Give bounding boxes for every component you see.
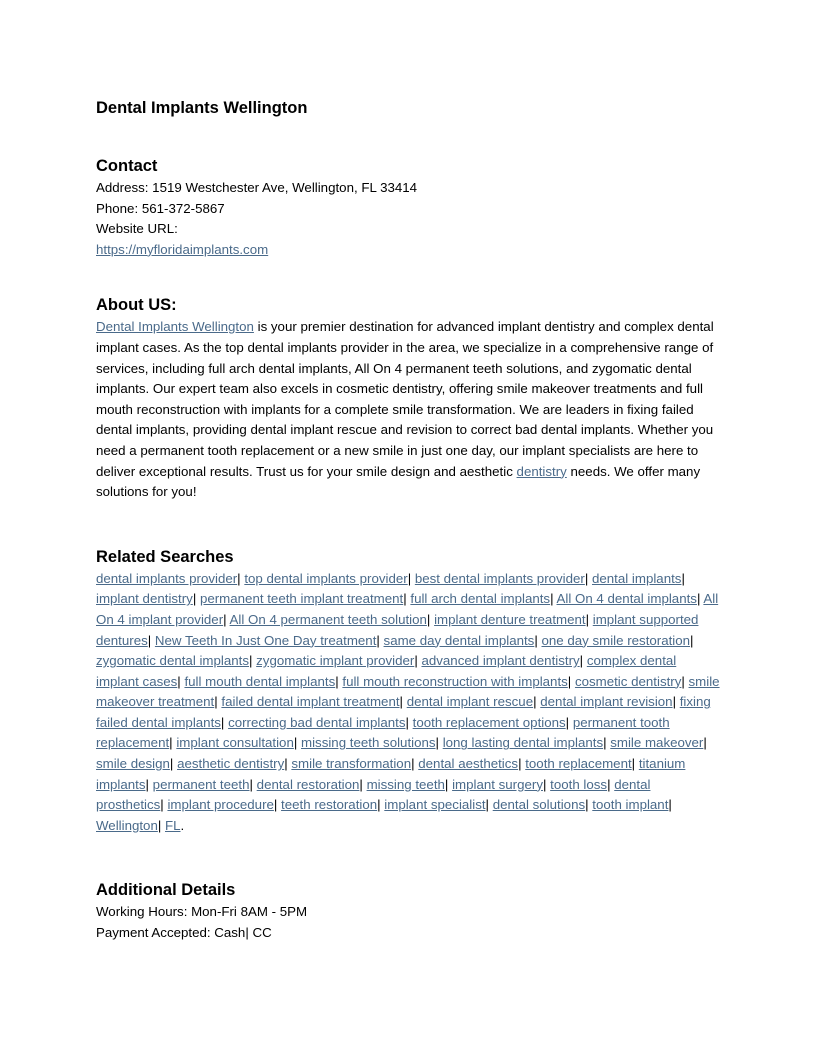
- link-separator: |: [220, 714, 229, 730]
- link-separator: |: [565, 714, 573, 730]
- related-search-link[interactable]: tooth loss: [550, 776, 608, 792]
- related-search-link[interactable]: zygomatic dental implants: [96, 653, 249, 669]
- link-separator: |: [444, 776, 453, 792]
- related-search-link[interactable]: advanced implant dentistry: [421, 653, 580, 669]
- about-paragraph: [96, 317, 720, 502]
- related-search-link[interactable]: correcting bad dental implants: [228, 714, 406, 730]
- page-title: Dental Implants Wellington: [96, 99, 308, 117]
- related-search-link[interactable]: permanent tooth replacement: [96, 714, 670, 751]
- link-separator: |: [672, 694, 680, 710]
- related-search-link[interactable]: missing teeth: [366, 776, 445, 792]
- link-separator: |: [273, 797, 282, 813]
- about-dentistry-link[interactable]: dentistry: [516, 463, 567, 479]
- related-search-link[interactable]: same day dental implants: [383, 632, 535, 648]
- link-separator: |: [414, 653, 422, 669]
- related-search-link[interactable]: All On 4 permanent teeth solution: [229, 611, 427, 627]
- link-separator: |: [603, 735, 611, 751]
- related-search-link[interactable]: long lasting dental implants: [442, 735, 604, 751]
- link-separator: |: [585, 611, 593, 627]
- about-text-2: needs. We offer many solutions for you!: [96, 463, 701, 500]
- link-separator: |: [534, 632, 542, 648]
- related-search-link[interactable]: FL: [165, 817, 181, 833]
- related-search-link[interactable]: dental solutions: [492, 797, 586, 813]
- additional-details-section: [96, 878, 720, 943]
- link-separator: |: [335, 673, 343, 689]
- related-search-link[interactable]: smile transformation: [291, 756, 412, 772]
- related-search-link[interactable]: titanium implants: [96, 756, 686, 792]
- link-separator: |: [405, 714, 413, 730]
- link-separator: |: [607, 776, 615, 792]
- link-separator: |: [485, 797, 493, 813]
- payment-cash: Payment Accepted: Cash: [96, 925, 246, 941]
- link-separator: |: [160, 797, 168, 813]
- link-separator: |: [177, 673, 185, 689]
- link-separator: |: [145, 776, 153, 792]
- about-business-link[interactable]: Dental Implants Wellington: [96, 319, 254, 335]
- contact-heading: Contact: [96, 157, 158, 175]
- link-separator: |: [411, 756, 419, 772]
- link-separator: |: [377, 797, 385, 813]
- link-separator: |: [214, 694, 222, 710]
- related-search-link[interactable]: All On 4 implant provider: [96, 591, 719, 627]
- link-separator: |: [284, 756, 292, 772]
- related-search-link[interactable]: implant surgery: [452, 776, 543, 792]
- link-separator: |: [631, 756, 639, 772]
- related-heading: Related Searches: [96, 547, 234, 566]
- related-search-link[interactable]: top dental implants provider: [244, 570, 408, 586]
- link-separator: |: [696, 591, 704, 607]
- related-search-link[interactable]: full mouth reconstruction with implants: [342, 673, 568, 689]
- related-search-link[interactable]: missing teeth solutions: [301, 735, 436, 751]
- related-links-list: [96, 569, 720, 837]
- website-label: Website URL:: [96, 221, 178, 237]
- related-search-link[interactable]: failed dental implant treatment: [221, 694, 400, 710]
- link-separator: |: [435, 735, 443, 751]
- link-separator: |: [147, 632, 155, 648]
- link-separator: |: [690, 632, 694, 648]
- payment-cc: CC: [252, 925, 272, 941]
- link-separator: |: [249, 776, 257, 792]
- link-separator: |: [157, 817, 165, 833]
- address-line: Address: 1519 Westchester Ave, Wellington, FL 33414: [96, 180, 418, 195]
- related-search-link[interactable]: Wellington: [96, 817, 158, 833]
- link-separator: |: [550, 591, 557, 607]
- link-separator: |: [237, 570, 245, 586]
- related-search-link[interactable]: dental implants provider: [96, 570, 238, 586]
- related-search-link[interactable]: All On 4 dental implants: [556, 591, 697, 607]
- related-search-link[interactable]: implant dentistry: [96, 591, 193, 607]
- related-search-link[interactable]: implant procedure: [167, 797, 274, 813]
- contact-section: [96, 154, 720, 260]
- related-search-link[interactable]: tooth replacement: [525, 756, 632, 772]
- link-separator: |: [399, 694, 407, 710]
- related-search-link[interactable]: teeth restoration: [281, 797, 378, 813]
- about-text-1: is your premier destination for advanced implant dentistry and complex dental implant cases. As the top dental implants provider in the area, we specialize in a comprehensive range of services, including full arch dental implants, All On 4 permanent teeth solutions, and zygomatic dental implants. Our expert team also excels in cosmetic dentistry, offering smile makeover treatments and full mouth reconstruction with implants for a complete smile transformation. We are leaders in fixing failed dental implants, providing dental implant rescue and revision to correct bad dental implants. Whether you need a permanent tooth replacement or a new smile in just one day, our implant specialists are here to deliver exceptional results. Trust us for your smile design and aesthetic: [96, 319, 714, 479]
- related-search-link[interactable]: permanent teeth: [152, 776, 250, 792]
- link-separator: |: [223, 611, 230, 627]
- related-search-link[interactable]: fixing failed dental implants: [96, 694, 711, 730]
- payment-separator: |: [245, 925, 253, 941]
- related-search-link[interactable]: cosmetic dentistry: [574, 673, 682, 689]
- related-search-link[interactable]: New Teeth In Just One Day treatment: [154, 632, 377, 648]
- website-link[interactable]: https://myfloridaimplants.com: [96, 241, 269, 257]
- link-separator: |: [567, 673, 575, 689]
- related-search-link[interactable]: zygomatic implant provider: [256, 653, 415, 669]
- related-search-link[interactable]: full arch dental implants: [410, 591, 551, 607]
- link-separator: |: [542, 776, 551, 792]
- related-search-link[interactable]: dental prosthetics: [96, 776, 651, 813]
- related-searches-section: [96, 545, 720, 837]
- link-separator: |: [668, 797, 672, 813]
- related-search-link[interactable]: implant specialist: [384, 797, 486, 813]
- link-separator: |: [533, 694, 541, 710]
- related-search-link[interactable]: dental implant revision: [540, 694, 673, 710]
- link-separator: |: [579, 653, 587, 669]
- link-separator: |: [169, 735, 177, 751]
- link-separator: |: [681, 570, 685, 586]
- working-hours: Working Hours: Mon-Fri 8AM - 5PM: [96, 904, 308, 920]
- about-section: [96, 293, 720, 502]
- related-search-link[interactable]: implant denture treatment: [434, 611, 586, 627]
- link-separator: |: [584, 570, 592, 586]
- related-search-link[interactable]: one day smile restoration: [541, 632, 691, 648]
- link-separator: |: [376, 632, 384, 648]
- related-search-link[interactable]: dental restoration: [256, 776, 360, 792]
- document-page: [96, 96, 720, 944]
- related-search-link[interactable]: tooth implant: [592, 797, 669, 813]
- related-search-link[interactable]: aesthetic dentistry: [177, 756, 285, 772]
- link-separator: |: [359, 776, 367, 792]
- related-search-link[interactable]: permanent teeth implant treatment: [199, 591, 404, 607]
- link-separator: |: [293, 735, 302, 751]
- related-search-link[interactable]: dental implants: [592, 570, 682, 586]
- link-separator: |: [681, 673, 689, 689]
- related-search-link[interactable]: implant consultation: [176, 735, 294, 751]
- related-search-link[interactable]: dental implant rescue: [406, 694, 534, 710]
- related-search-link[interactable]: dental aesthetics: [418, 756, 519, 772]
- list-end: .: [180, 817, 185, 833]
- link-separator: |: [585, 797, 593, 813]
- related-search-link[interactable]: best dental implants provider: [414, 570, 585, 586]
- phone-line: Phone: 561-372-5867: [96, 200, 225, 216]
- link-separator: |: [192, 591, 200, 607]
- link-separator: |: [249, 653, 257, 669]
- link-separator: |: [407, 570, 415, 586]
- link-separator: |: [703, 735, 707, 751]
- related-search-link[interactable]: full mouth dental implants: [184, 673, 336, 689]
- related-search-link[interactable]: smile makeover: [610, 735, 704, 751]
- related-search-link[interactable]: tooth replacement options: [412, 714, 566, 730]
- link-separator: |: [518, 756, 526, 772]
- related-search-link[interactable]: implant supported dentures: [96, 611, 699, 648]
- link-separator: |: [169, 756, 178, 772]
- details-heading: Additional Details: [96, 881, 236, 900]
- related-search-link[interactable]: complex dental implant cases: [96, 653, 677, 689]
- link-separator: |: [426, 611, 435, 627]
- related-search-link[interactable]: smile design: [96, 756, 170, 772]
- related-search-link[interactable]: smile makeover treatment: [96, 673, 720, 710]
- about-heading: About US:: [96, 296, 177, 315]
- payment-line: [96, 923, 720, 944]
- link-separator: |: [403, 591, 411, 607]
